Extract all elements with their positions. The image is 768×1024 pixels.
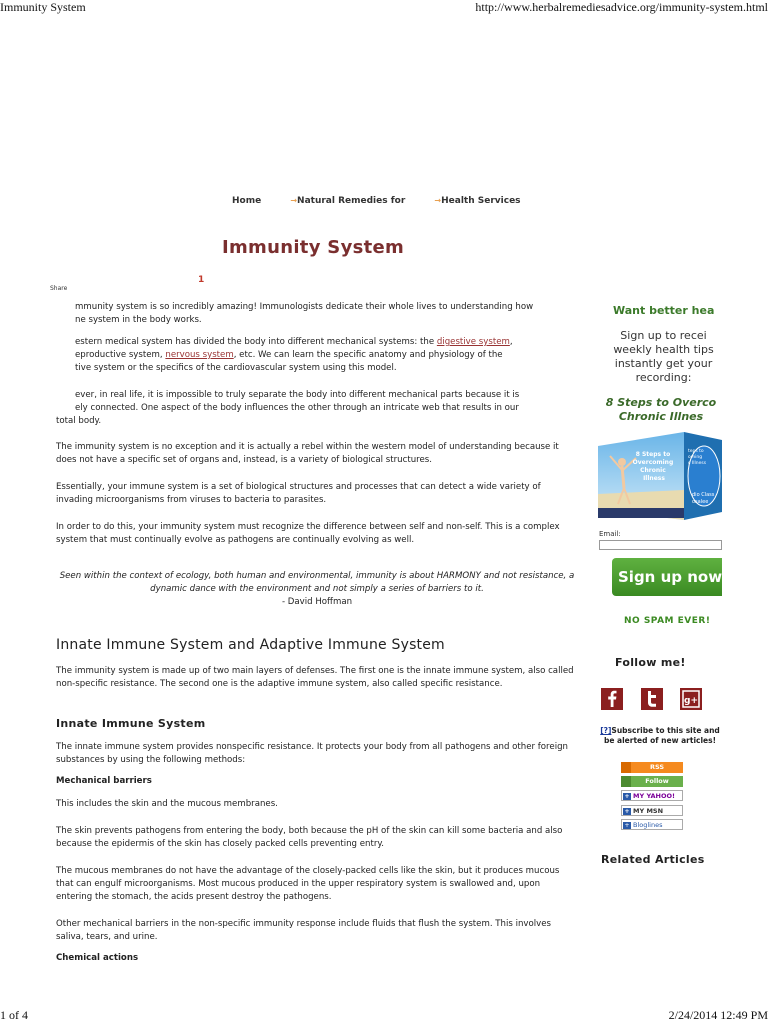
share-button[interactable]: Share <box>50 285 68 292</box>
cover-side-line: teps to <box>688 449 704 454</box>
print-page-count: 1 of 4 <box>0 1008 28 1022</box>
email-label: Email: <box>599 530 621 538</box>
bloglines-button[interactable]: + Bloglines <box>621 819 683 830</box>
share-count: 1 <box>198 275 205 285</box>
digestive-system-link[interactable]: digestive system <box>436 337 510 347</box>
print-url: http://www.herbalremediesadvice.org/immunity-system.html <box>475 0 768 14</box>
chemical-actions-heading: Chemical actions <box>56 953 139 963</box>
quote-block: Seen within the context of ecology, both human and environmental, immunity is about HARMONY and not resistance, a dynamic dance with the environment and not simply a series of barriers to it. - David Hoffman <box>56 570 578 609</box>
audio-class-cover-image <box>598 432 722 520</box>
mechanical-barriers-heading: Mechanical barriers <box>56 776 152 786</box>
cover-sub-line: dio Class <box>692 492 715 498</box>
follow-feed-button[interactable]: Follow <box>621 776 683 787</box>
paragraph-skin: The skin prevents pathogens from entering the body, both because the pH of the skin can kill some bacteria and also because the epidermis of the skin has closely packed cells preventing entry. <box>56 826 563 849</box>
paragraph-intro: mmunity system is so incredibly amazing! Immunologists dedicate their whole lives to understanding how ne system in the body works. <box>75 302 534 325</box>
svg-text:g+: g+ <box>684 696 698 706</box>
plus-icon: + <box>624 808 630 815</box>
top-nav <box>232 196 547 206</box>
cover-title-line: Overcoming <box>632 459 674 466</box>
paragraph-innate: The innate immune system provides nonspecific resistance. It protects your body from all pathogens and other foreign substances by using the following methods: <box>56 742 568 765</box>
no-spam-notice: NO SPAM EVER! <box>624 616 711 626</box>
paragraph-skin-membranes: This includes the skin and the mucous membranes. <box>56 799 278 809</box>
facebook-icon[interactable] <box>601 688 623 710</box>
paragraph-western-model: estern medical system has divided the body into different mechanical systems: the digestive system, eproductive system, nervous system, etc. We can learn the specific anatomy and physiology of the tive system or the specifics of the cardiovascular system using this model. <box>75 337 513 373</box>
sidebar-headline: Want better hea <box>613 304 715 317</box>
cover-title-line: 8 Steps to <box>635 451 671 458</box>
print-datetime: 2/24/2014 12:49 PM <box>668 1008 768 1022</box>
my-msn-button[interactable]: + MY MSN <box>621 805 683 816</box>
quote-author: - David Hoffman <box>281 597 353 607</box>
email-field[interactable] <box>599 540 722 550</box>
paragraph-essentially: Essentially, your immune system is a set of biological structures and processes that can detect a wide variety of invading microorganisms from viruses to bacteria to parasites. <box>56 482 541 505</box>
rss-icon <box>621 762 631 773</box>
print-page-title: Immunity System <box>0 0 86 14</box>
follow-me-heading: Follow me! <box>615 656 686 669</box>
paragraph-rebel: The immunity system is no exception and it is actually a rebel within the western model of understanding because it does not have a specific set of organs and, instead, is a variety of biological structures. <box>56 442 559 465</box>
page-title: Immunity System <box>222 237 405 258</box>
cover-side-line: c Illness <box>688 461 707 466</box>
nav-home-link[interactable]: Home <box>232 196 262 206</box>
rss-feed-button[interactable]: RSS <box>621 762 683 773</box>
sidebar-steps-title: 8 Steps to Overco Chronic Illnes <box>605 396 717 423</box>
cover-title-line: Chronic <box>640 467 666 474</box>
arrow-icon: → <box>290 196 298 205</box>
nav-natural-remedies-link[interactable]: →Natural Remedies for <box>290 196 406 206</box>
twitter-icon[interactable] <box>641 688 663 710</box>
sign-up-button[interactable]: Sign up now <box>612 558 722 596</box>
subscribe-help-link[interactable]: [?] <box>600 726 612 735</box>
my-yahoo-button[interactable]: + MY YAHOO! <box>621 790 683 801</box>
plus-icon: + <box>624 822 630 829</box>
related-articles-heading: Related Articles <box>601 853 705 866</box>
nervous-system-link[interactable]: nervous system <box>165 350 234 360</box>
plus-icon: + <box>624 793 630 800</box>
cover-title-line: Illness <box>643 475 665 482</box>
follow-icon <box>621 776 631 787</box>
paragraph-self-nonself: In order to do this, your immunity system must recognize the difference between self and non-self. This is a complex system that must continually evolve as pathogens are continually evolving as well. <box>56 522 560 545</box>
subsection-heading: Innate Immune System <box>56 717 206 730</box>
nav-health-services-link[interactable]: →Health Services <box>434 196 521 206</box>
subscribe-text: [?]Subscribe to this site and be alerted of new articles! <box>600 726 720 745</box>
sidebar-signup-text: Sign up to recei weekly health tips instantly get your recording: <box>613 329 714 384</box>
section-heading: Innate Immune System and Adaptive Immune System <box>56 637 445 653</box>
paragraph-fluids: Other mechanical barriers in the non-specific immunity response include fluids that flush the system. This involves saliva, tears, and urine. <box>56 919 551 942</box>
paragraph-real-life: ever, in real life, it is impossible to truly separate the body into different mechanical parts because it is ely connected. One aspect of the body influences the other through an intricate web that results in our total body. <box>56 390 520 426</box>
paragraph-two-layers: The immunity system is made up of two main layers of defenses. The first one is the innate immune system, also called non-specific resistance. The second one is the adaptive immune system, also called specific resistance. <box>56 666 574 689</box>
google-plus-icon[interactable] <box>680 688 702 710</box>
cover-side-line: oming <box>688 455 703 460</box>
cover-sub-line: osalee <box>692 499 709 505</box>
paragraph-mucous: The mucous membranes do not have the advantage of the closely-packed cells like the skin, but it produces mucous that can engulf microorganisms. Most mucous produced in the upper respiratory system is swallowed and, upon entering the stomach, the acids present destroy the pathogens. <box>56 866 560 902</box>
arrow-icon: → <box>434 196 442 205</box>
